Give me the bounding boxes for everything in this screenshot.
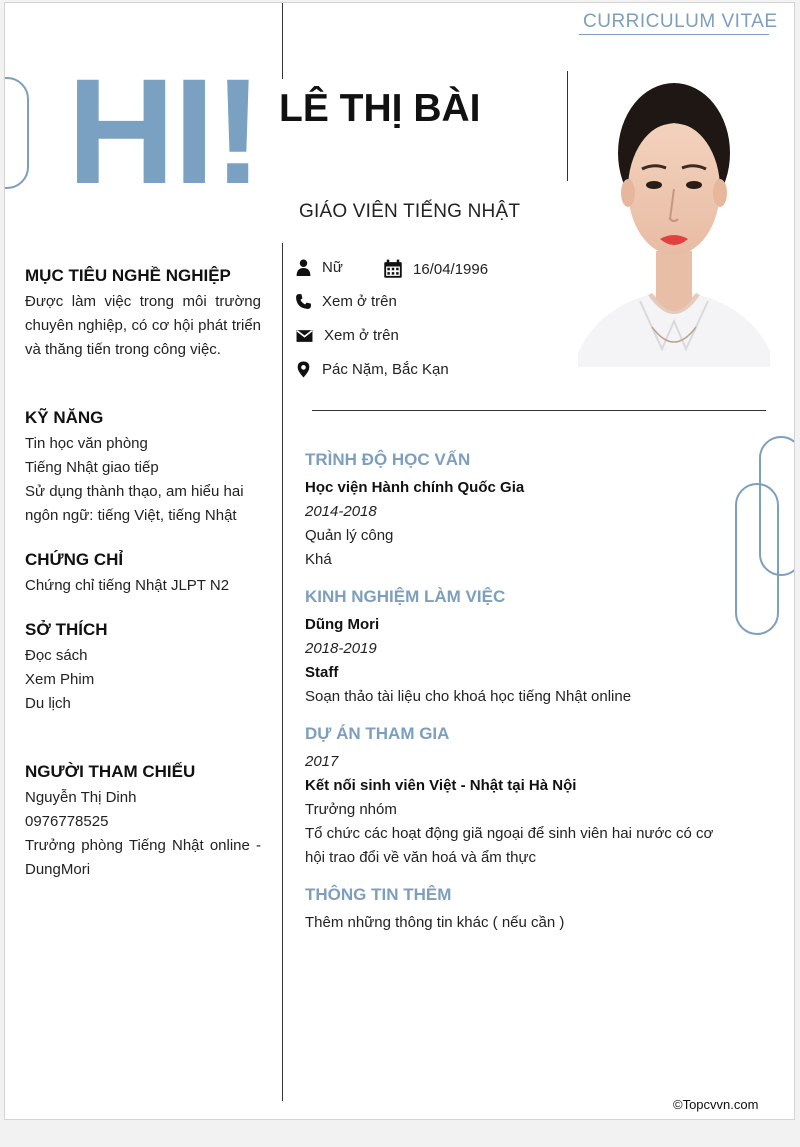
person-icon: [295, 259, 312, 276]
divider-top-left: [282, 3, 283, 79]
hi-heading: HI!: [67, 47, 261, 215]
education-major: Quản lý công: [305, 527, 394, 544]
hobby-item: Du lịch: [25, 695, 71, 712]
info-address: [295, 361, 449, 378]
reference-phone: 0976778525: [25, 813, 109, 830]
project-role: Trưởng nhóm: [305, 801, 397, 818]
section-experience: [305, 585, 735, 709]
education-school: Học viện Hành chính Quốc Gia: [305, 479, 525, 496]
envelope-icon: [295, 327, 314, 344]
email-value: Xem ở trên: [324, 327, 399, 344]
skill-item: Tin học văn phòng: [25, 435, 148, 452]
phone-icon: [295, 293, 312, 310]
references-title: NGƯỜI THAM CHIẾU: [25, 762, 196, 781]
skill-item: Tiếng Nhật giao tiếp: [25, 459, 159, 476]
skills-title: KỸ NĂNG: [25, 408, 104, 427]
info-gender: [295, 259, 343, 276]
gender-value: Nữ: [322, 259, 343, 276]
reference-role: Trưởng phòng Tiếng Nhật online - DungMori: [25, 837, 261, 878]
info-email: [295, 327, 399, 344]
section-projects: [305, 722, 735, 870]
info-birthday: [383, 259, 488, 279]
education-grade: Khá: [305, 551, 332, 568]
education-period: 2014-2018: [305, 503, 377, 520]
divider-main: [282, 243, 283, 1101]
candidate-name: LÊ THỊ BÀI: [279, 87, 481, 130]
project-name: Kết nối sinh viên Việt - Nhật tại Hà Nội: [305, 777, 577, 794]
additional-text: Thêm những thông tin khác ( nếu cần ): [305, 914, 565, 931]
info-phone: [295, 293, 397, 310]
reference-name: Nguyễn Thị Dinh: [25, 789, 137, 806]
job-title: GIÁO VIÊN TIẾNG NHẬT: [299, 201, 521, 222]
additional-title: THÔNG TIN THÊM: [305, 885, 452, 904]
section-education: [305, 448, 735, 572]
decor-pill-right-bottom: [735, 483, 779, 635]
education-title: TRÌNH ĐỘ HỌC VẤN: [305, 450, 471, 469]
divider-info: [312, 410, 766, 411]
hobby-item: Xem Phim: [25, 671, 95, 688]
section-certificates: [25, 548, 261, 598]
hobby-item: Đọc sách: [25, 647, 88, 664]
experience-period: 2018-2019: [305, 640, 377, 657]
objective-text: Được làm việc trong môi trường chuyên nghiệp, có cơ hội phát triển và thăng tiến trong công việc.: [25, 293, 261, 358]
footer-credit: ©Topcvvn.com: [673, 1097, 759, 1112]
experience-company: Dũng Mori: [305, 616, 380, 633]
objective-title: MỤC TIÊU NGHỀ NGHIỆP: [25, 266, 231, 285]
section-references: [25, 760, 261, 882]
projects-title: DỰ ÁN THAM GIA: [305, 724, 450, 743]
phone-value: Xem ở trên: [322, 293, 397, 310]
hobbies-title: SỞ THÍCH: [25, 620, 108, 639]
cv-label-underline: [579, 34, 769, 35]
experience-position: Staff: [305, 664, 339, 681]
cv-page: [4, 2, 795, 1120]
section-objective: [25, 264, 261, 362]
address-value: Pác Nặm, Bắc Kạn: [322, 361, 449, 378]
decor-pill-left: [4, 77, 29, 189]
divider-name-right: [567, 71, 568, 181]
profile-photo: [578, 71, 770, 367]
experience-title: KINH NGHIỆM LÀM VIỆC: [305, 587, 506, 606]
birthday-value: 16/04/1996: [413, 260, 489, 278]
project-year: 2017: [305, 753, 339, 770]
section-skills: [25, 406, 261, 528]
project-description: Tổ chức các hoạt động giã ngoại để sinh viên hai nước có cơ hội trao đổi về văn hoá và ẩm thực: [305, 825, 714, 866]
section-additional: [305, 883, 735, 935]
calendar-icon: [383, 259, 403, 279]
experience-description: Soạn thảo tài liệu cho khoá học tiếng Nhật online: [305, 688, 632, 705]
certificates-title: CHỨNG CHỈ: [25, 550, 124, 569]
map-pin-icon: [295, 361, 312, 378]
section-hobbies: [25, 618, 261, 716]
skill-item: Sử dụng thành thạo, am hiểu hai ngôn ngữ: tiếng Việt, tiếng Nhật: [25, 483, 244, 524]
certificate-item: Chứng chỉ tiếng Nhật JLPT N2: [25, 577, 230, 594]
cv-label: CURRICULUM VITAE: [583, 11, 778, 32]
